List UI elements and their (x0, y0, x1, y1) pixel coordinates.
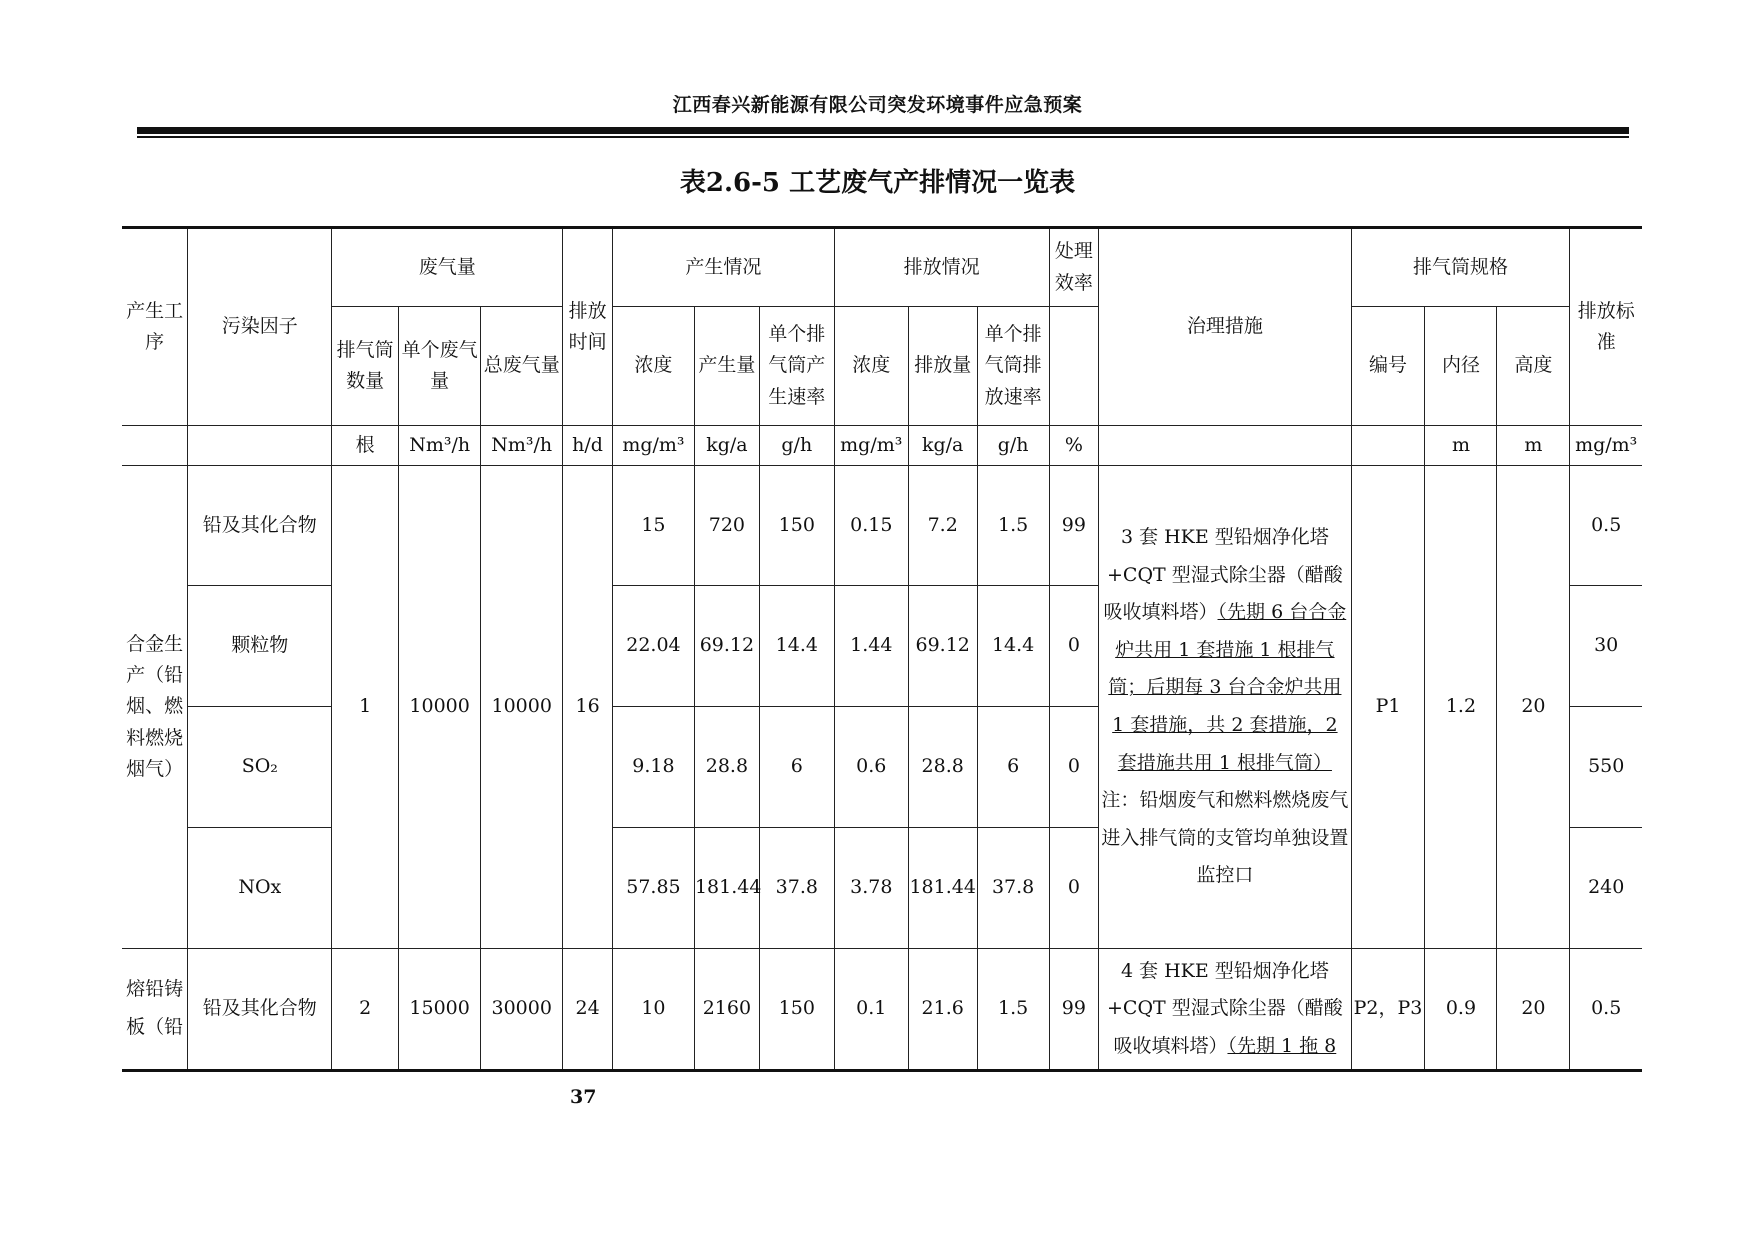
factor-cell: NOx (188, 828, 332, 949)
unit-cell: kg/a (908, 426, 977, 466)
col-emit-rate: 单个排气筒排放速率 (977, 307, 1049, 426)
table-row: 熔铅铸板（铅 铅及其化合物 2 15000 30000 24 10 2160 150 0.1 21.6 1.5 99 4 套 HKE 型铅烟净化塔+CQT 型湿式除尘器（醋酸吸收填料塔）（先期 1 拖 8 P2，P3 0.9 20 0.5 (122, 949, 1642, 1071)
col-standard: 排放标准 (1570, 228, 1642, 426)
factor-cell: SO₂ (188, 707, 332, 828)
unit-cell: g/h (759, 426, 834, 466)
col-prod-rate: 单个排气筒产生速率 (759, 307, 834, 426)
table-title: 表2.6-5 工艺废气产排情况一览表 (679, 168, 1076, 198)
col-process: 产生工序 (122, 228, 188, 426)
unit-cell: % (1049, 426, 1099, 466)
unit-cell: m (1497, 426, 1570, 466)
measure-cell: 4 套 HKE 型铅烟净化塔+CQT 型湿式除尘器（醋酸吸收填料塔）（先期 1 拖 8 (1099, 949, 1351, 1071)
table-row: 颗粒物 22.04 69.12 14.4 1.44 69.12 14.4 0 30 (122, 586, 1642, 707)
unit-cell: kg/a (694, 426, 759, 466)
measure-cell: 3 套 HKE 型铅烟净化塔+CQT 型湿式除尘器（醋酸吸收填料塔）（先期 6 台合金炉共用 1 套措施 1 根排气筒；后期每 3 台合金炉共用 1 套措施，共 2 套措施，2 套措施共用 1 根排气筒） 注：铅烟废气和燃料燃烧废气进入排气筒的支管均单独设置监控口 (1099, 466, 1351, 949)
col-emit: 排放情况 (834, 228, 1049, 307)
factor-cell: 铅及其化合物 (188, 466, 332, 586)
col-gas-single: 单个废气量 (399, 307, 481, 426)
factor-cell: 颗粒物 (188, 586, 332, 707)
col-eff: 处理效率 (1049, 228, 1099, 307)
col-stack-h: 高度 (1497, 307, 1570, 426)
unit-cell: mg/m³ (834, 426, 908, 466)
table-row: NOx 57.85 181.44 37.8 3.78 181.44 37.8 0 240 (122, 828, 1642, 949)
col-time: 排放时间 (563, 228, 613, 426)
table-row: SO₂ 9.18 28.8 6 0.6 28.8 6 0 550 (122, 707, 1642, 828)
unit-cell: Nm³/h (481, 426, 563, 466)
emission-table (122, 226, 1642, 1072)
col-gas-count: 排气筒数量 (332, 307, 399, 426)
table-row: 合金生产（铅烟、燃料燃烧烟气） 铅及其化合物 1 10000 10000 16 15 720 150 0.15 7.2 1.5 99 3 套 HKE 型铅烟净化塔+CQT 型湿式除尘器（醋酸吸收填料塔）（先期 6 台合金炉共用 1 套措施 1 根排气筒；后期每 3 台合金炉共用 1 套措施，共 2 套措施，2 套措施共用 1 根排气筒） 注：铅烟废气和燃料燃烧废气进入排气筒的支管均单独设置监控口 P1 1.2 20 0.5 (122, 466, 1642, 586)
unit-cell: 根 (332, 426, 399, 466)
col-prod: 产生情况 (612, 228, 834, 307)
col-emit-conc: 浓度 (834, 307, 908, 426)
col-prod-conc: 浓度 (612, 307, 694, 426)
header-rule-thin (137, 136, 1629, 138)
unit-cell: m (1425, 426, 1497, 466)
header-rule-thick (137, 127, 1629, 134)
unit-cell: mg/m³ (1570, 426, 1642, 466)
col-measure: 治理措施 (1099, 228, 1351, 426)
unit-cell: Nm³/h (399, 426, 481, 466)
col-prod-amt: 产生量 (694, 307, 759, 426)
unit-cell: h/d (563, 426, 613, 466)
col-stack-dia: 内径 (1425, 307, 1497, 426)
factor-cell: 铅及其化合物 (188, 949, 332, 1071)
col-gas-total: 总废气量 (481, 307, 563, 426)
col-factor: 污染因子 (188, 228, 332, 426)
col-stack: 排气筒规格 (1351, 228, 1570, 307)
unit-cell: mg/m³ (612, 426, 694, 466)
page-number: 37 (570, 1086, 597, 1108)
units-row (122, 426, 1642, 466)
running-header: 江西春兴新能源有限公司突发环境事件应急预案 (672, 94, 1083, 116)
unit-cell: g/h (977, 426, 1049, 466)
col-gas: 废气量 (332, 228, 563, 307)
process-cell: 熔铅铸板（铅 (122, 949, 188, 1071)
col-emit-amt: 排放量 (908, 307, 977, 426)
process-cell: 合金生产（铅烟、燃料燃烧烟气） (122, 466, 188, 949)
col-stack-id: 编号 (1351, 307, 1425, 426)
